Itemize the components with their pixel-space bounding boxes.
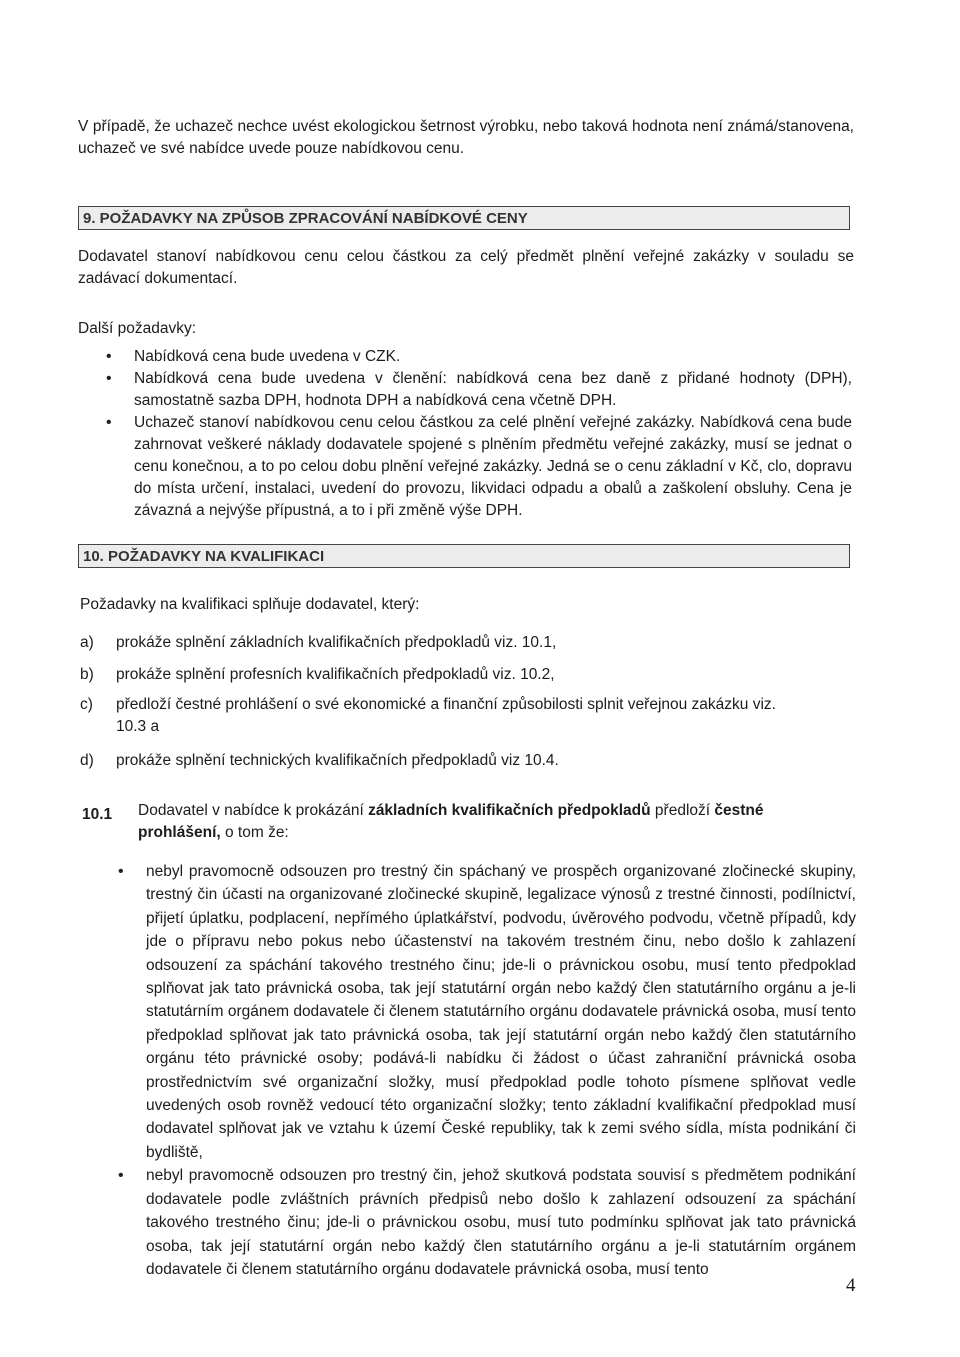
section-10-paragraph: Požadavky na kvalifikaci splňuje dodavatel, který: <box>80 596 420 613</box>
bullet-icon: • <box>106 370 112 387</box>
bullet-icon: • <box>106 348 112 365</box>
subsection-lead: Dodavatel v nabídce k prokázání základních kvalifikačních předpokladů předloží čestné prohlášení, o tom že: <box>138 802 764 841</box>
list-item: • Uchazeč stanoví nabídkovou cenu celou částkou za celé plnění veřejné zakázky. Nabídková cena bude zahrnovat veškeré náklady dodavatele spojené s plněním předmětu veřejné zakázky, musí se jednat o cenu konečnou, a to po celou dobu plnění veřejné zakázky. Jedná se o cenu základní v Kč, clo, dopravu do místa určení, instalaci, uvedení do provozu, likvidaci odpadu a obalů a zaškolení obsluhy. Cena je závazná a nejvýše přípustná, a to i při změně výše DPH. <box>106 414 852 519</box>
section-9-heading: 9. POŽADAVKY NA ZPŮSOB ZPRACOVÁNÍ NABÍDKOVÉ CENY <box>78 206 850 230</box>
bullet-icon: • <box>118 1167 124 1185</box>
list-item: • Nabídková cena bude uvedena v členění: nabídková cena bez daně z přidané hodnoty (DPH), samostatně sazba DPH, hodnota DPH a nabídková cena včetně DPH. <box>106 370 852 409</box>
list-item: • nebyl pravomocně odsouzen pro trestný čin, jehož skutková podstata souvisí s předmětem podnikání dodavatele podle zvláštních právních předpisů nebo došlo k zahlazení odsouzení za spáchání takového trestného činu; jde-li o právnickou osobu, musí tuto podmínku splňovat jak tato právnická osoba, tak její statutární orgán nebo každý člen statutárního orgánu a je-li statutárním orgánem dodavatele či členem statutárního orgánu dodavatele právnická osoba, musí tento <box>146 1164 856 1281</box>
section-9-paragraph: Dodavatel stanoví nabídkovou cenu celou částkou za celý předmět plnění veřejné zakázky v souladu se zadávací dokumentací. <box>78 248 854 287</box>
section-9-bullet-list <box>106 346 852 522</box>
document-page: V případě, že uchazeč nechce uvést ekologickou šetrnost výrobku, nebo taková hodnota není známá/stanovena, uchazeč ve své nabídce uvede pouze nabídkovou cenu. 9. POŽADAVKY NA ZPŮSOB ZPRACOVÁNÍ NABÍDKOVÉ CENY Dodavatel stanoví nabídkovou cenu celou částkou za celý předmět plnění veřejné zakázky v souladu se zadávací dokumentací. Další požadavky: • Nabídková cena bude uvedena v CZK. • Nabídková cena bude uvedena v členění: nabídková cena bez daně z přidané hodnoty (DPH), samostatně sazba DPH, hodnota DPH a nabídková cena včetně DPH. • Uchazeč stanoví nabídkovou cenu celou částkou za celé plnění veřejné zakázky. Nabídková cena bude zahrnovat veškeré náklady dodavatele spojené s plněním předmětu veřejné zakázky, musí se jednat o cenu konečnou, a to po celou dobu plnění veřejné zakázky. Jedná se o cenu základní v Kč, clo, dopravu do místa určení, instalaci, uvedení do provozu, likvidaci odpadu a obalů a zaškolení obsluhy. Cena je závazná a nejvýše přípustná, a to i při změně výše DPH. 10. POŽADAVKY NA KVALIFIKACI Požadavky na kvalifikaci splňuje dodavatel, který: a) prokáže splnění základních kvalifikačních předpokladů viz. 10.1, b) prokáže splnění profesních kvalifikačních předpokladů viz. 10.2, c) předloží čestné prohlášení o své ekonomické a finanční způsobilosti splnit veřejnou zakázku viz. 10.3 a d) prokáže splnění technických kvalifikačních předpokladů viz 10.4. 10.1 Dodavatel v nabídce k prokázání základních kvalifikačních předpokladů předloží čestné prohlášení, o tom že: • nebyl pravomocně odsouzen pro trestný čin spáchaný ve prospěch organizované zločinecké skupiny, trestný čin účasti na organizované zločinecké skupině, legalizace výnosů z trestné činnosti, podílnictví, přijetí úplatku, podplacení, nepřímého úplatkářství, podvodu, úvěrového podvodu, včetně případů, kdy jde o přípravu nebo pokus nebo účastenství na takovém trestném činu, nebo došlo k zahlazení odsouzení za spáchání takového trestného činu; jde-li o právnickou osobu, musí tento předpoklad splňovat jak tato právnická osoba, tak její statutární orgán nebo každý člen statutárního orgánu a je-li statutárním orgánem dodavatele či členem statutárního orgánu dodavatele právnická osoba, musí tento předpoklad splňovat jak tato právnická osoba, tak její statutární orgán nebo každý člen statutárního orgánu této právnické osoby; podává-li nabídku či žádost o účast zahraniční právnická osoba prostřednictvím své organizační složky, musí předpoklad podle tohoto písmene splňovat vedle uvedených osob rovněž vedoucí této organizační složky; tento základní kvalifikační předpoklad musí dodavatel splňovat jak ve vztahu k území České republiky, tak k zemi svého sídla, místa podnikání či bydliště, • nebyl pravomocně odsouzen pro trestný čin, jehož skutková podstata souvisí s předmětem podnikání dodavatele podle zvláštních právních předpisů nebo došlo k zahlazení odsouzení za spáchání takového trestného činu; jde-li o právnickou osobu, musí tuto podmínku splňovat jak tato právnická osoba, tak její statutární orgán nebo každý člen statutárního orgánu a je-li statutárním orgánem dodavatele či členem statutárního orgánu dodavatele právnická osoba, musí tento 4 <box>78 118 856 1296</box>
section-10-heading: 10. POŽADAVKY NA KVALIFIKACI <box>78 544 850 568</box>
subsection-number: 10.1 <box>82 806 113 823</box>
page-number: 4 <box>846 1275 856 1296</box>
subsection-bullet-list <box>118 860 856 1281</box>
list-item: • nebyl pravomocně odsouzen pro trestný čin spáchaný ve prospěch organizované zločinecké skupiny, trestný čin účasti na organizované zločinecké skupině, legalizace výnosů z trestné činnosti, podílnictví, přijetí úplatku, podplacení, nepřímého úplatkářství, podvodu, úvěrového podvodu, včetně případů, kdy jde o přípravu nebo pokus nebo účastenství na takovém trestném činu, nebo došlo k zahlazení odsouzení za spáchání takového trestného činu; jde-li o právnickou osobu, musí tento předpoklad splňovat jak tato právnická osoba, tak její statutární orgán nebo každý člen statutárního orgánu a je-li statutárním orgánem dodavatele či členem statutárního orgánu dodavatele právnická osoba, musí tento předpoklad splňovat jak tato právnická osoba, tak její statutární orgán nebo každý člen statutárního orgánu této právnické osoby; podává-li nabídku či žádost o účast zahraniční právnická osoba prostřednictvím své organizační složky, musí předpoklad podle tohoto písmene splňovat vedle uvedených osob rovněž vedoucí této organizační složky; tento základní kvalifikační předpoklad musí dodavatel splňovat jak ve vztahu k území České republiky, tak k zemi svého sídla, místa podnikání či bydliště, <box>146 860 856 1164</box>
list-item: • Nabídková cena bude uvedena v CZK. <box>134 346 852 368</box>
intro-paragraph: V případě, že uchazeč nechce uvést ekologickou šetrnost výrobku, nebo taková hodnota není známá/stanovena, uchazeč ve své nabídce uvede pouze nabídkovou cenu. <box>78 118 854 157</box>
bullet-icon: • <box>106 414 112 431</box>
section-9-label: Další požadavky: <box>78 320 197 337</box>
bullet-icon: • <box>118 863 124 880</box>
